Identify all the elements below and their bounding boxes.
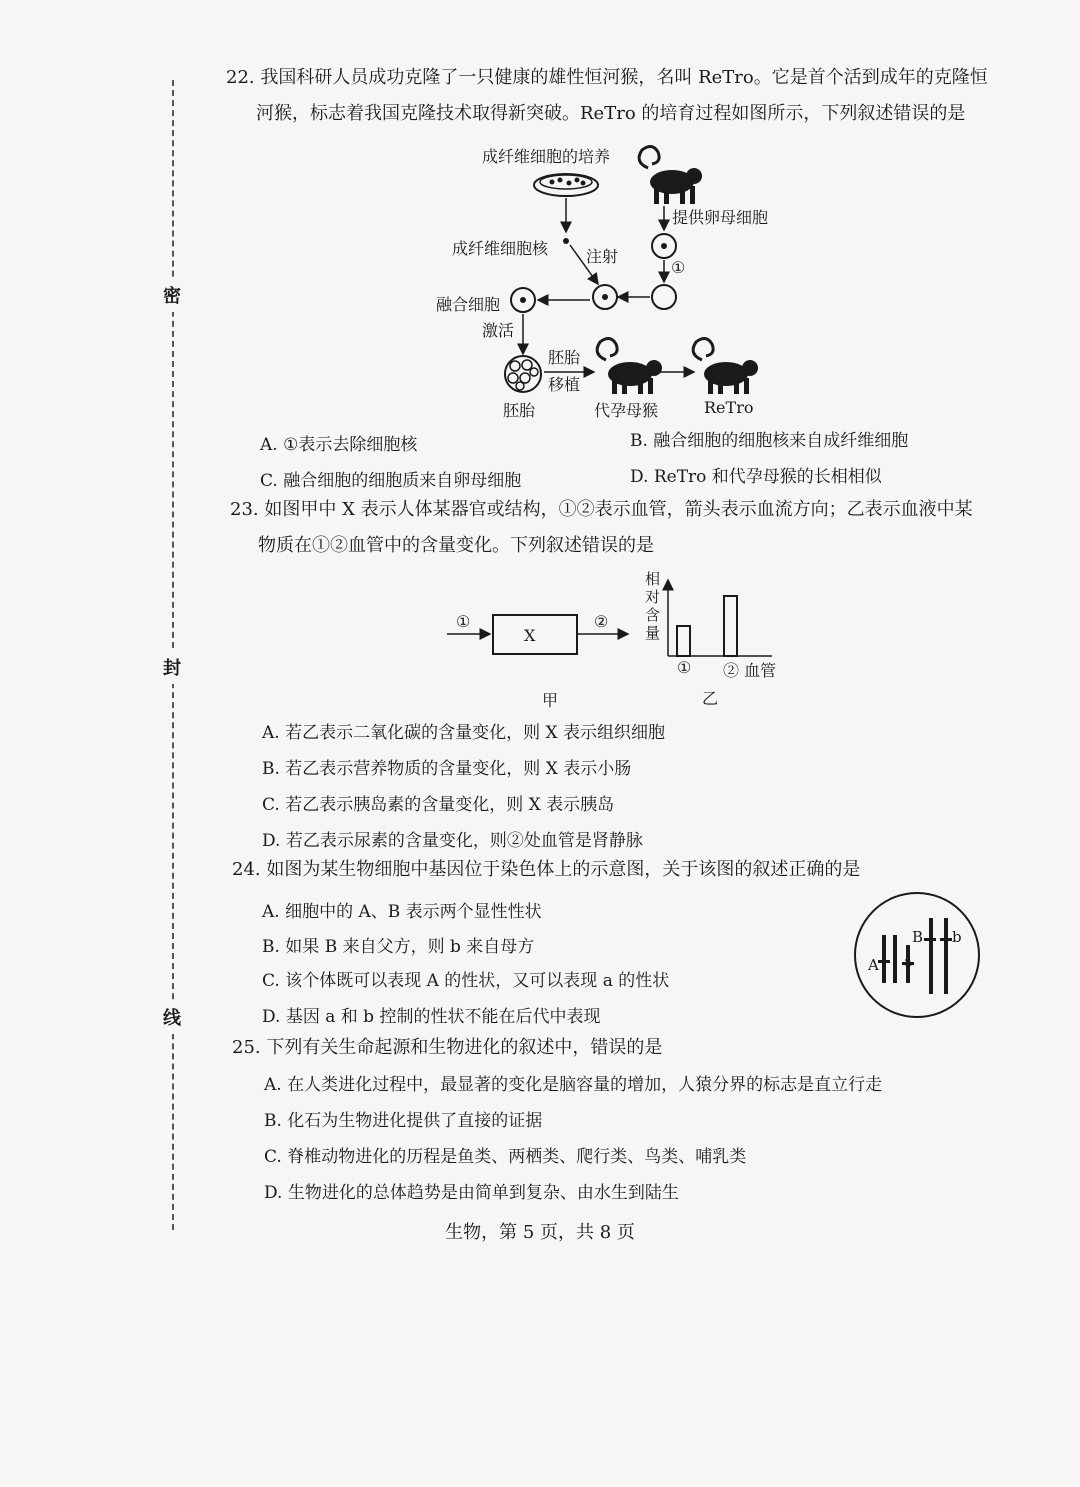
q23-option-c: C. 若乙表示胰岛素的含量变化，则 X 表示胰岛 — [262, 795, 615, 815]
seal-char-feng: 封 — [158, 650, 186, 684]
q22-label-nucleus: 成纤维细胞核 — [452, 239, 549, 258]
q24-option-a: A. 细胞中的 A、B 表示两个显性性状 — [262, 902, 542, 922]
q22-label-step1: ① — [671, 258, 686, 277]
q22-label-culture: 成纤维细胞的培养 — [482, 147, 611, 166]
q22-label-transfer1: 胚胎 — [548, 348, 581, 367]
q25-option-d: D. 生物进化的总体趋势是由简单到复杂、由水生到陆生 — [264, 1183, 679, 1203]
q22-option-d: D. ReTro 和代孕母猴的长相相似 — [630, 467, 882, 487]
gene-label-A: A — [868, 956, 879, 974]
q25-option-b: B. 化石为生物进化提供了直接的证据 — [264, 1111, 543, 1131]
gene-label-a: a — [904, 955, 912, 970]
chromosome-2 — [893, 935, 897, 983]
gene-label-B: B — [912, 928, 924, 946]
q25-option-a: A. 在人类进化过程中，最显著的变化是脑容量的增加，人猿分界的标志是直立行走 — [264, 1075, 883, 1095]
q24-option-b: B. 如果 B 来自父方，则 b 来自母方 — [262, 937, 535, 957]
seal-char-xian: 线 — [158, 1000, 186, 1034]
q22-stem-line2: 河猴，标志着我国克隆技术取得新突破。ReTro 的培育过程如图所示，下列叙述错误的是 — [256, 103, 966, 124]
yi-ylabel-char-0: 相 — [645, 570, 661, 588]
q24-option-d: D. 基因 a 和 b 控制的性状不能在后代中表现 — [262, 1007, 601, 1027]
q24-stem: 24. 如图为某生物细胞中基因位于染色体上的示意图，关于该图的叙述正确的是 — [232, 859, 861, 880]
yi-ylabel-char-3: 量 — [645, 624, 661, 642]
yi-caption: 乙 — [702, 689, 719, 708]
q22-label-inject: 注射 — [586, 247, 619, 266]
q23-stem-line1: 23. 如图甲中 X 表示人体某器官或结构，①②表示血管，箭头表示血流方向；乙表示血液中某 — [230, 499, 973, 520]
q22-label-activate: 激活 — [482, 321, 515, 340]
jia-label-x: X — [524, 626, 536, 645]
q22-stem-line1: 22. 我国科研人员成功克隆了一只健康的雄性恒河猴，名叫 ReTro。它是首个活到成年的克隆恒 — [226, 67, 988, 88]
q25-stem: 25. 下列有关生命起源和生物进化的叙述中，错误的是 — [232, 1037, 663, 1058]
page-footer: 生物，第 5 页，共 8 页 — [445, 1222, 635, 1243]
chromosome-5 — [944, 918, 948, 994]
q23-option-d: D. 若乙表示尿素的含量变化，则②处血管是肾静脉 — [262, 831, 643, 851]
q22-label-surrogate: 代孕母猴 — [594, 401, 659, 420]
yi-tick-2: ② 血管 — [723, 661, 777, 680]
q22-option-a: A. ①表示去除细胞核 — [260, 435, 418, 455]
chromosome-4 — [929, 918, 933, 994]
q25-option-c: C. 脊椎动物进化的历程是鱼类、两栖类、爬行类、鸟类、哺乳类 — [264, 1147, 747, 1167]
q22-label-fused: 融合细胞 — [436, 295, 501, 314]
jia-label-out: ② — [594, 612, 609, 631]
jia-caption: 甲 — [542, 691, 559, 710]
q23-stem-line2: 物质在①②血管中的含量变化。下列叙述错误的是 — [258, 535, 654, 556]
q22-option-c: C. 融合细胞的细胞质来自卵母细胞 — [260, 471, 522, 491]
q23-option-b: B. 若乙表示营养物质的含量变化，则 X 表示小肠 — [262, 759, 632, 779]
q23-option-a: A. 若乙表示二氧化碳的含量变化，则 X 表示组织细胞 — [262, 723, 665, 743]
seal-char-mi: 密 — [158, 278, 186, 312]
q22-label-embryo: 胚胎 — [503, 401, 536, 420]
cell-outline — [855, 893, 979, 1017]
chromosome-1 — [882, 935, 886, 983]
q22-label-transfer2: 移植 — [548, 375, 581, 394]
q24-option-c: C. 该个体既可以表现 A 的性状，又可以表现 a 的性状 — [262, 971, 670, 991]
gene-label-b: b — [952, 928, 962, 946]
q22-label-provide-egg: 提供卵母细胞 — [672, 208, 769, 227]
yi-ylabel-char-1: 对 — [645, 588, 661, 606]
q22-option-b: B. 融合细胞的细胞核来自成纤维细胞 — [630, 431, 909, 451]
jia-label-in: ① — [456, 612, 471, 631]
q22-label-retro: ReTro — [704, 398, 754, 417]
yi-ylabel-char-2: 含 — [645, 606, 661, 624]
yi-tick-1: ① — [677, 658, 692, 677]
